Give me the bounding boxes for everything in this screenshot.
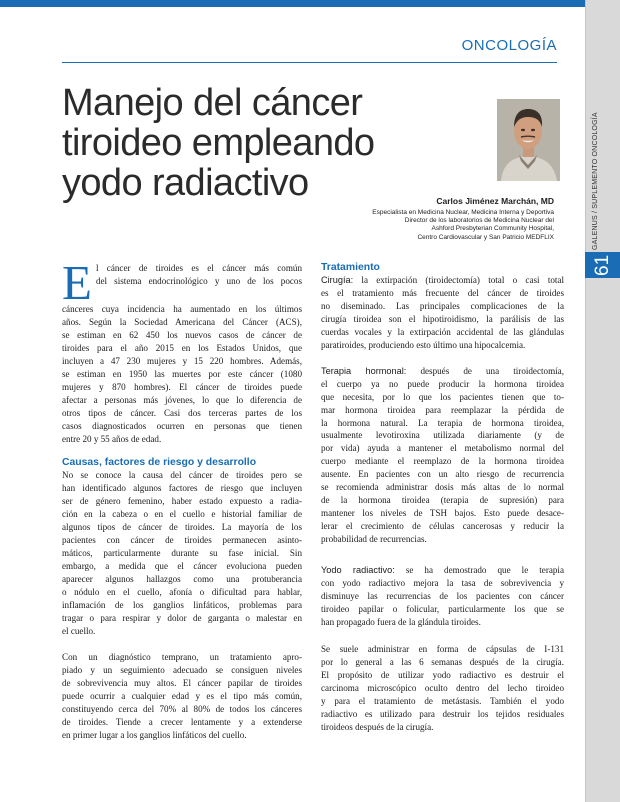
right-column [321, 262, 564, 734]
text-line: No se conoce la causa del cáncer de tiroides pero se [62, 470, 302, 481]
text-line: cánceres cuya incidencia ha aumentado en los últimos [62, 304, 302, 314]
text-line: piado y un seguimiento adecuado se consiguen niveles [62, 664, 302, 675]
text-line: o nódulo en el cuello, afonía o dificultad para hablar, [62, 587, 302, 598]
text-line: Yodo radiactivo: se ha demostrado que le terapia [321, 565, 564, 576]
text-line: radiactivo es utilizado para destruir los tejidos residuales [321, 708, 564, 719]
lead-term: Yodo radiactivo: [321, 565, 395, 576]
text-line: tiroideos después de la cirugía. [321, 721, 434, 732]
text-line: han propagado fuera de la glándula tiroides. [321, 616, 481, 627]
title-line: Manejo del cáncer [62, 82, 363, 124]
affiliation-line: Especialista en Medicina Nuclear, Medicina Interna y Deportiva [372, 209, 554, 216]
affiliation-line: Ashford Presbyterian Community Hospital, [431, 225, 554, 233]
text-line: el cuello. [62, 625, 96, 636]
text-line: mar hormona tiroidea para reemplazar la pérdida de [321, 404, 564, 415]
drop-cap: E [62, 255, 92, 310]
section-heading-treatment: Tratamiento [321, 262, 380, 273]
author-affiliation [330, 209, 554, 242]
text-line: mujeres y 870 hombres). El cáncer de tiroides puede [62, 381, 302, 392]
text-line: se estiman en 1950 las muertes por este cáncer (1080 [62, 368, 302, 379]
prognosis-paragraph [62, 651, 302, 742]
text-line: la hormona natural. La terapia de hormona tiroidea, [321, 417, 564, 428]
affiliation-line: Director de los laboratorios de Medicina Nuclear del [404, 217, 554, 225]
text-line: afectar a personas más jóvenes, lo que lo diferencia de [62, 394, 302, 405]
text-line: mantener los niveles de TSH bajos. Esto puede desace- [321, 508, 564, 519]
top-accent-bar [0, 0, 585, 7]
text-line: paratiroides, produciendo esto último una hipocalcemia. [321, 339, 526, 350]
author-name: Carlos Jiménez Marchán, MD [436, 196, 554, 206]
text-line: otros tipos de cáncer. Casi dos terceras partes de los [62, 407, 302, 418]
text-line: algunos tipos de cáncer de tiroides. La mayoría de los [62, 522, 302, 533]
text-line: usualmente levotiroxina utilizada diariamente (y de [321, 430, 564, 441]
hormonal-paragraph [321, 365, 564, 546]
text-line: máticos, particularmente durante su fase inicial. Sin [62, 548, 302, 559]
administration-paragraph [321, 643, 564, 734]
text-line: es el tratamiento más frecuente del cáncer de tiroides [321, 287, 564, 298]
text-line: del sistema endocrinológico y uno de los pocos [95, 275, 302, 286]
text-line: cirugía tiroidea son el hipotiroidismo, la parálisis de las [321, 313, 564, 324]
text-line: de tiroides. Tiende a crecer lentamente y a extenderse [62, 716, 302, 727]
text-line: ser de género femenino, haber estado expuesto a radia- [62, 496, 302, 507]
left-column [62, 255, 302, 742]
causes-paragraph [62, 469, 302, 637]
text-line: y para el tratamiento de metástasis. También el yodo [321, 695, 564, 706]
text-line: años. Según la Sociedad Americana del Cáncer (ACS), [62, 316, 302, 327]
intro-paragraph [62, 255, 302, 445]
author-photo [497, 99, 560, 181]
text-line: pacientes con cáncer de tiroides permanecen asinto- [62, 535, 302, 546]
text-line: que necesita, por lo que los pacientes tienen que to- [321, 391, 564, 402]
title-line: yodo radiactivo [62, 162, 309, 204]
text-line: de sobrevivencia muy altos. El cáncer papilar de tiroides [62, 677, 302, 688]
text-line: carcinoma microscópico oculto dentro del lecho tiroideo [321, 682, 564, 693]
text-line: incluyen a 47 230 mujeres y 15 220 hombres. Además, [62, 355, 302, 366]
text-line: el cuerpo ya no puede producir la hormona tiroidea [321, 378, 564, 389]
author-portrait-image [497, 99, 560, 181]
text-line: embargo, a medida que el cáncer evoluciona pueden [62, 561, 302, 572]
text-line: ción en la cabeza o en el cuello e historial familiar de [62, 509, 302, 520]
text-line: no diseminado. Las principales complicaciones de la [321, 300, 564, 311]
iodine-paragraph [321, 564, 564, 629]
page-number: 61 [592, 254, 613, 276]
text-line: inflamación de los ganglios linfáticos, problemas para [62, 600, 302, 611]
lead-term: Terapia hormonal: [321, 365, 407, 376]
text-line: ausente. En pacientes con un alto riesgo de recurrencia [321, 469, 564, 480]
text-line: tragar o para respirar y dolor de garganta o malestar en [62, 612, 302, 623]
text-line: Terapia hormonal: después de una tiroidectomía, [321, 365, 564, 376]
text-line: cuerpo mediante el reemplazo de la hormona tiroidea [321, 456, 564, 467]
article-title [62, 83, 422, 203]
text-line: lerar el crecimiento de células cancerosas y reducir la [321, 521, 564, 532]
affiliation-line: Centro Cardiovascular y San Patricio MEDFLIX [417, 233, 554, 241]
lead-term: Cirugía: [321, 275, 354, 285]
text-line: en primer lugar a los ganglios linfáticos del cuello. [62, 729, 247, 740]
text-line: se estiman en 62 450 los nuevos casos de cáncer de [62, 329, 302, 340]
section-label: ONCOLOGÍA [461, 37, 557, 54]
text-line: constituyendo cerca del 70% al 80% de todos los cánceres [62, 703, 302, 714]
text-line: por vida) ayuda a mantener el metabolismo normal del [321, 443, 564, 454]
text-line: tiroides para el año 2015 en los Estados Unidos, que [62, 342, 302, 353]
side-label: GALENUS / SUPLEMENTO ONCOLOGÍA [592, 112, 599, 250]
text-line: probabilidad de recurrencias. [321, 534, 427, 545]
text-line: entre 20 y 55 años de edad. [62, 433, 162, 444]
text-line: con yodo radiactivo mejora la tasa de sobrevivencia y [321, 578, 564, 589]
text-line: cuerdas vocales y la extirpación accidental de las glándulas [321, 326, 564, 337]
text-line: El propósito de utilizar yodo radiactivo es destruir el [321, 669, 564, 680]
text-line: puede ocurrir a cualquier edad y es el tipo más común, [62, 690, 302, 701]
text-line: l cáncer de tiroides es el cáncer más común [95, 263, 302, 273]
title-line: tiroideo empleando [62, 122, 375, 164]
surgery-paragraph [321, 274, 564, 352]
text-line: Se suele administrar en forma de cápsulas de I-131 [321, 643, 564, 654]
text-line: de la hormona tiroidea (terapia de supresión) para [321, 495, 564, 506]
text-line: Cirugía: la extirpación (tiroidectomía) total o casi total [321, 275, 564, 285]
section-heading-causes: Causas, factores de riesgo y desarrollo [62, 457, 257, 469]
text-line: aparecer algunos hallazgos como una protuberancia [62, 574, 302, 585]
text-line: disminuye las recurrencias de los pacientes con cáncer [321, 590, 564, 601]
text-line: por lo general a las 6 semanas después de la cirugía. [321, 656, 564, 667]
header-rule [62, 62, 557, 63]
text-line: se recomienda administrar dosis más altas de lo normal [321, 482, 564, 493]
text-line: han identificado algunos factores de riesgo que incluyen [62, 483, 302, 494]
text-line: casos diagnosticados ocurren en personas que tienen [62, 420, 302, 431]
text-line: tiroideo papilar o folicular, particularmente los que se [321, 603, 564, 614]
text-line: Con un diagnóstico temprano, un tratamiento apro- [62, 651, 302, 662]
